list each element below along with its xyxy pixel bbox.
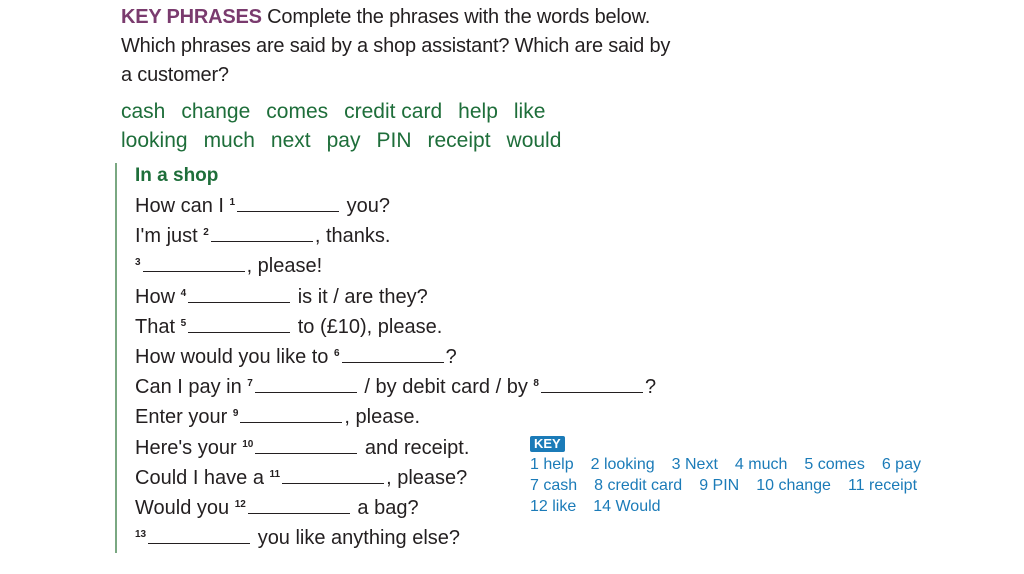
- phrase-text: Would you: [135, 497, 230, 520]
- gap-number: 8: [533, 378, 539, 390]
- exercise-instruction: Complete the phrases with the words below. Which phrases are said by a shop assistant? Which are said by a customer?: [121, 6, 671, 86]
- word-bank-item: looking: [121, 129, 188, 152]
- phrase-text: and receipt.: [364, 436, 470, 459]
- answer-key-item: 2 looking: [590, 456, 655, 473]
- phrase-line: [135, 221, 695, 251]
- answer-key-item: 4 much: [734, 456, 788, 473]
- phrase-text: Can I pay in: [135, 376, 242, 399]
- phrase-text: Could I have a: [135, 466, 264, 489]
- answer-key-item: 10 change: [756, 477, 831, 494]
- phrase-text: ?: [445, 346, 457, 369]
- phrase-line: [135, 251, 695, 281]
- answer-key-item: 3 Next: [671, 456, 718, 473]
- phrase-text: you like anything else?: [257, 527, 461, 550]
- gap-number: 4: [180, 287, 187, 299]
- exercise-heading: [121, 3, 681, 90]
- answer-gap[interactable]: [211, 223, 313, 242]
- answer-key-row: [530, 496, 990, 517]
- phrase-text: , thanks.: [314, 225, 391, 248]
- phrase-text: Here's your: [135, 436, 237, 459]
- phrase-line: [135, 191, 695, 221]
- answer-key-item: 7 cash: [530, 477, 578, 494]
- answer-key-item: 5 comes: [804, 456, 865, 473]
- answer-key-item: 12 like: [530, 498, 577, 515]
- answer-key-row: [530, 454, 990, 475]
- answer-key-item: 14 Would: [593, 498, 661, 515]
- key-phrases-label: KEY PHRASES: [121, 6, 262, 28]
- phrase-line: [135, 342, 695, 372]
- answer-gap[interactable]: [237, 193, 339, 212]
- answer-key-item: 9 PIN: [699, 477, 740, 494]
- key-badge: KEY: [530, 436, 565, 452]
- gap-number: 2: [203, 227, 209, 239]
- word-bank-item: much: [203, 129, 255, 152]
- gap-number: 10: [242, 438, 254, 450]
- phrase-text: Enter your: [135, 406, 228, 429]
- gap-number: 5: [180, 317, 187, 329]
- answer-gap[interactable]: [248, 495, 350, 514]
- phrase-text: I'm just: [135, 225, 198, 248]
- phrase-text: , please!: [246, 255, 323, 278]
- answer-gap[interactable]: [240, 404, 342, 423]
- phrase-text: / by debit card / by: [364, 376, 528, 399]
- answer-gap[interactable]: [342, 344, 444, 363]
- word-bank-item: receipt: [427, 129, 491, 152]
- phrase-line: [135, 312, 695, 342]
- shop-title: In a shop: [135, 165, 219, 186]
- answer-gap[interactable]: [541, 374, 643, 393]
- answer-key-item: 11 receipt: [847, 477, 918, 494]
- answer-gap[interactable]: [255, 435, 357, 454]
- word-bank-item: change: [181, 100, 251, 123]
- answer-gap[interactable]: [188, 284, 290, 303]
- phrase-text: How would you like to: [135, 346, 329, 369]
- phrase-text: is it / are they?: [297, 285, 428, 308]
- phrase-text: ?: [644, 376, 657, 399]
- phrase-line: [135, 402, 695, 432]
- gap-number: 9: [232, 408, 239, 420]
- phrase-text: , please?: [386, 466, 468, 489]
- phrase-line: [135, 523, 695, 553]
- word-bank-item: cash: [121, 100, 166, 123]
- word-bank-item: would: [506, 129, 562, 152]
- phrase-line: [135, 282, 695, 312]
- gap-number: 1: [229, 197, 236, 208]
- word-bank: [121, 97, 641, 155]
- word-bank-item: PIN: [376, 129, 412, 152]
- answer-key-rows: [530, 454, 990, 517]
- answer-gap[interactable]: [143, 253, 245, 272]
- gap-number: 3: [135, 257, 141, 269]
- phrase-text: a bag?: [357, 497, 419, 520]
- gap-number: 6: [334, 348, 340, 360]
- gap-number: 7: [247, 378, 253, 390]
- word-bank-item: next: [270, 129, 311, 152]
- answer-key-item: 1 help: [530, 456, 574, 473]
- phrase-text: you?: [346, 195, 390, 217]
- phrase-line: [135, 372, 695, 402]
- answer-gap[interactable]: [255, 374, 357, 393]
- answer-gap[interactable]: [188, 314, 290, 333]
- phrase-text: How: [135, 285, 176, 308]
- phrase-text: How can I: [135, 195, 224, 217]
- gap-number: 11: [269, 468, 281, 480]
- answer-key-item: 6 pay: [881, 456, 921, 473]
- phrase-text: to (£10), please.: [297, 315, 443, 338]
- answer-key-row: [530, 475, 990, 496]
- gap-number: 13: [135, 529, 147, 541]
- phrase-text: That: [135, 315, 176, 338]
- word-bank-item: credit card: [344, 100, 443, 123]
- phrase-text: , please.: [344, 406, 420, 429]
- word-bank-item: comes: [266, 100, 329, 123]
- answer-gap[interactable]: [282, 465, 384, 484]
- answer-key-item: 8 credit card: [594, 477, 683, 494]
- word-bank-item: like: [513, 100, 546, 123]
- word-bank-item: pay: [326, 129, 361, 152]
- answer-key: [530, 433, 990, 517]
- answer-gap[interactable]: [148, 525, 250, 544]
- word-bank-item: help: [458, 100, 498, 123]
- gap-number: 12: [234, 499, 246, 511]
